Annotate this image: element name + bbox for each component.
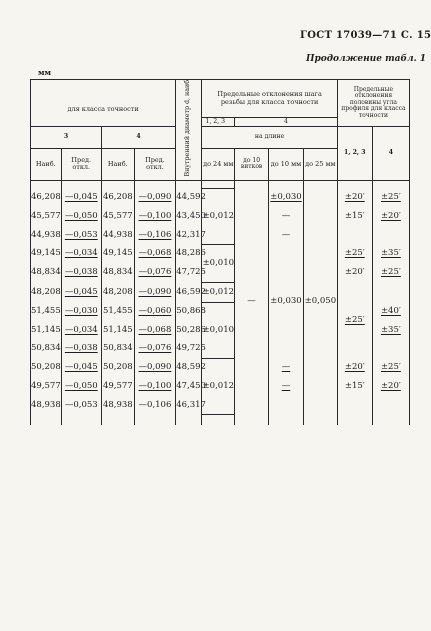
c3-max-cell: 51,145 — [31, 321, 62, 340]
c4-dev-cell: —0,068 — [134, 321, 176, 340]
c4-max-cell: 45,577 — [101, 207, 134, 226]
d1-cell: 48,286 — [176, 245, 202, 264]
pitch-24-cell: ±0,012 — [202, 359, 235, 415]
d1-cell: 43,450 — [176, 207, 202, 226]
d1-cell: 47,725 — [176, 264, 202, 283]
pitch-10-turns-cell: — — [235, 188, 269, 415]
angle-c123-cell: ±15′ — [337, 377, 372, 396]
c4-dev-cell: —0,100 — [134, 207, 176, 226]
angle-c123-cell: ±20′ — [337, 359, 372, 378]
angle-c123-cell: ±25′ — [337, 245, 372, 264]
c4-max-cell: 51,145 — [101, 321, 134, 340]
c3-dev-cell: —0,050 — [61, 207, 101, 226]
d1-cell: 46,592 — [176, 282, 202, 302]
class-3-header: 3 — [31, 127, 102, 149]
c3-dev-cell: —0,045 — [61, 359, 101, 378]
pitch-24-cell: ±0,012 — [202, 188, 235, 244]
c3-dev-cell: —0,045 — [61, 188, 101, 207]
c4-max-cell: 49,145 — [101, 245, 134, 264]
class-4-header: 4 — [101, 127, 175, 149]
angle-c123-cell: ±20′ — [337, 188, 372, 207]
angle-c4-cell: ±25′ — [372, 359, 409, 378]
pitch-10mm-cell: — — [269, 377, 304, 396]
pitch-24-cell: ±0,012 — [202, 282, 235, 302]
angle-c4-cell: ±20′ — [372, 207, 409, 226]
c4-dev-cell: —0,106 — [134, 226, 176, 245]
angle-c123-cell: ±25′ — [337, 302, 372, 340]
angle-class-4: 4 — [372, 127, 409, 181]
pitch-class-4: 4 — [235, 118, 338, 127]
d1-cell: 46,317 — [176, 396, 202, 415]
table-continuation-label: Продолжение табл. 1 — [306, 54, 427, 64]
angle-c4-cell: ±25′ — [372, 188, 409, 207]
c3-max-cell: 51,455 — [31, 302, 62, 321]
length-header: на длине — [202, 127, 337, 149]
class-3-dev-header: Пред. откл. — [61, 148, 101, 180]
c3-dev-cell: —0,038 — [61, 264, 101, 283]
d1-cell: 50,868 — [176, 302, 202, 321]
c4-dev-cell: —0,060 — [134, 302, 176, 321]
len-24-header: до 24 мм — [202, 148, 235, 180]
d1-cell: 50,286 — [176, 321, 202, 340]
class-4-dev-header: Пред. откл. — [134, 148, 176, 180]
c3-dev-cell: —0,038 — [61, 340, 101, 359]
c3-dev-cell: —0,030 — [61, 302, 101, 321]
c3-dev-cell: —0,034 — [61, 245, 101, 264]
c4-max-cell: 48,208 — [101, 282, 134, 302]
d1-cell: 44,592 — [176, 188, 202, 207]
c3-max-cell: 46,208 — [31, 188, 62, 207]
c3-max-cell: 50,834 — [31, 340, 62, 359]
c4-max-cell: 48,834 — [101, 264, 134, 283]
c4-max-cell: 46,208 — [101, 188, 134, 207]
c4-dev-cell: —0,076 — [134, 264, 176, 283]
pitch-classes-123: 1, 2, 3 — [202, 118, 235, 127]
accuracy-class-header: для класса точности — [31, 80, 176, 118]
c3-max-cell: 45,577 — [31, 207, 62, 226]
d1-cell: 47,450 — [176, 377, 202, 396]
pitch-10mm-cell: — — [269, 226, 304, 245]
c3-max-cell: 44,938 — [31, 226, 62, 245]
pitch-10mm-cell: — — [269, 207, 304, 226]
c3-max-cell: 49,577 — [31, 377, 62, 396]
c3-dev-cell: —0,050 — [61, 377, 101, 396]
c3-max-cell: 49,145 — [31, 245, 62, 264]
units-label: мм — [38, 68, 52, 77]
c4-max-cell: 49,577 — [101, 377, 134, 396]
pitch-25-cell: ±0,050 — [303, 188, 337, 415]
c4-max-cell: 50,834 — [101, 340, 134, 359]
c4-dev-cell: —0,090 — [134, 359, 176, 378]
d1-cell: 48,592 — [176, 359, 202, 378]
c4-max-cell: 44,938 — [101, 226, 134, 245]
d1-cell: 49,725 — [176, 340, 202, 359]
angle-c4-cell: ±25′ — [372, 264, 409, 283]
page-header: ГОСТ 17039—71 С. 15 — [300, 30, 431, 41]
d1-cell: 42,317 — [176, 226, 202, 245]
pitch-10mm-cell: ±0,030 — [269, 245, 304, 359]
thread-tolerance-table — [30, 79, 410, 425]
class-3-max-header: Наиб. — [31, 148, 62, 180]
c4-dev-cell: —0,106 — [134, 396, 176, 415]
inner-diameter-header: Внутренний диаметр d, наиб — [176, 80, 202, 181]
angle-class-123: 1, 2, 3 — [337, 127, 372, 181]
pitch-10mm-cell: — — [269, 359, 304, 378]
pitch-deviation-header: Предельные отклонения шага резьбы для класса точности — [202, 80, 337, 118]
len-10-turns-header: до 10 витков — [235, 148, 269, 180]
c3-max-cell: 48,938 — [31, 396, 62, 415]
header-spacer — [31, 118, 176, 127]
c3-dev-cell: —0,034 — [61, 321, 101, 340]
c3-max-cell: 50,208 — [31, 359, 62, 378]
c4-max-cell: 51,455 — [101, 302, 134, 321]
angle-c123-cell: ±20′ — [337, 264, 372, 283]
c4-max-cell: 48,938 — [101, 396, 134, 415]
c3-max-cell: 48,834 — [31, 264, 62, 283]
c4-max-cell: 50,208 — [101, 359, 134, 378]
pitch-24-cell: ±0,010 — [202, 302, 235, 358]
len-10mm-header: до 10 мм — [269, 148, 304, 180]
c4-dev-cell: —0,100 — [134, 377, 176, 396]
angle-c123-cell: ±15′ — [337, 207, 372, 226]
angle-c4-cell: ±35′ — [372, 245, 409, 264]
angle-deviation-header: Предельные отклонения половины угла профиля для класса точности — [337, 80, 409, 127]
c4-dev-cell: —0,076 — [134, 340, 176, 359]
angle-c4-cell: ±40′ — [372, 302, 409, 321]
c3-dev-cell: —0,045 — [61, 282, 101, 302]
angle-c4-cell: ±35′ — [372, 321, 409, 340]
pitch-24-cell: ±0,010 — [202, 245, 235, 283]
c4-dev-cell: —0,068 — [134, 245, 176, 264]
c3-dev-cell: —0,053 — [61, 396, 101, 415]
len-25-header: до 25 мм — [303, 148, 337, 180]
pitch-10mm-cell: ±0,030 — [269, 188, 304, 207]
c4-dev-cell: —0,090 — [134, 188, 176, 207]
c3-dev-cell: —0,053 — [61, 226, 101, 245]
class-4-max-header: Наиб. — [101, 148, 134, 180]
c4-dev-cell: —0,090 — [134, 282, 176, 302]
c3-max-cell: 48,208 — [31, 282, 62, 302]
angle-c4-cell: ±20′ — [372, 377, 409, 396]
